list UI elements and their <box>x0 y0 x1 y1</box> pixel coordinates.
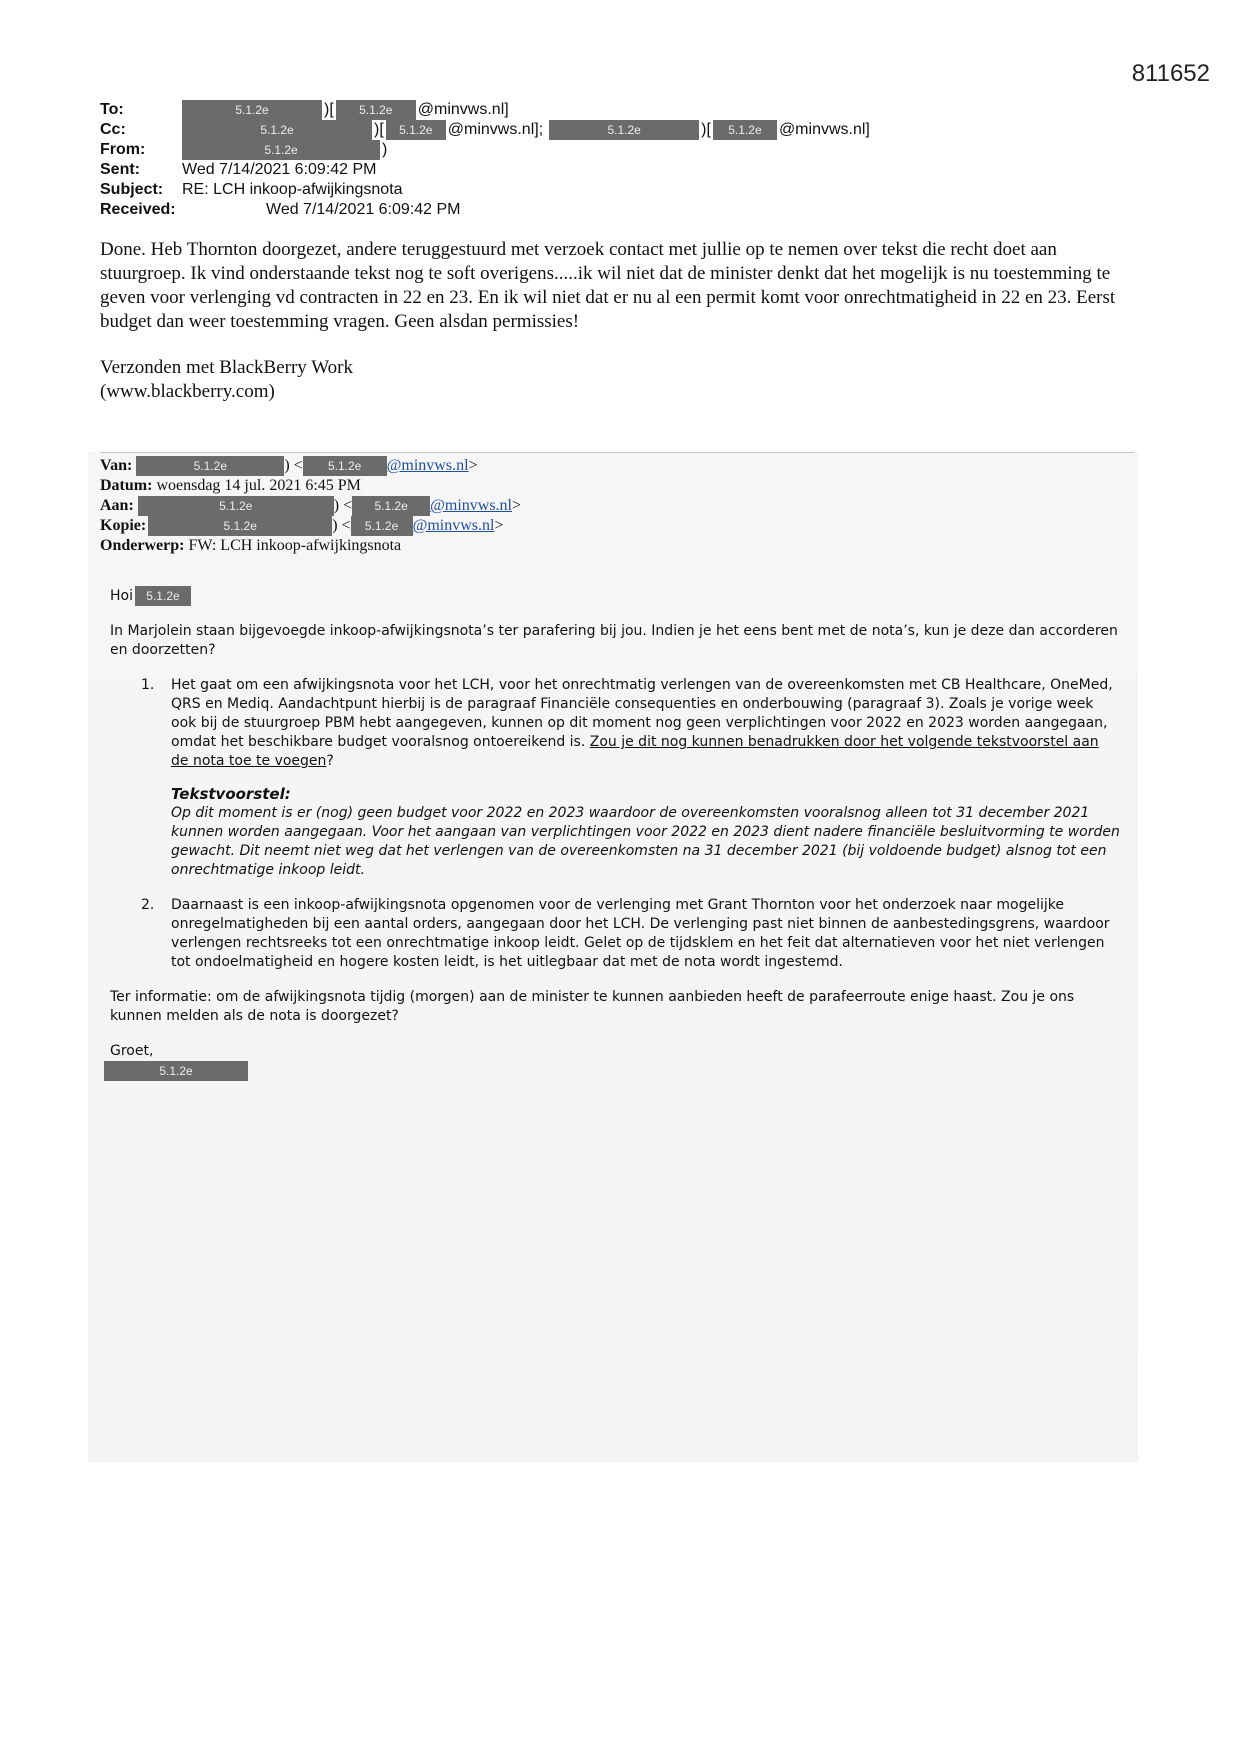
kopie-email-link[interactable]: @minvws.nl <box>412 517 495 534</box>
greeting-line <box>110 586 1120 606</box>
signature-line-2: (www.blackberry.com) <box>100 381 275 402</box>
closing-info: Ter informatie: om de afwijkingsnota tijdig (morgen) aan de minister te kunnen aanbieden heeft de parafeerroute enige haast. Zou je ons kunnen melden als de nota is doorgezet? <box>110 989 1075 1024</box>
onderwerp-value: FW: LCH inkoop-afwijkingsnota <box>188 537 402 554</box>
onderwerp-row <box>100 536 1120 556</box>
van-open-bracket: ) < <box>284 457 303 474</box>
proposal-text: Op dit moment is er (nog) geen budget voor 2022 en 2023 waardoor de overeenkomsten vooralsnog alleen tot 31 december 2021 kunnen worden aangegaan. Voor het aangaan van verplichtingen voor 2022 en 2023 dient nadere financiële besluitvorming te worden gewacht. Dit neemt niet weg dat het verlengen van de overeenkomsten na 31 december 2021 (bij voldoende budget) alsnog tot een onrechtmatige inkoop leidt. <box>171 805 1120 878</box>
redaction-block: 5.1.2e <box>713 120 777 140</box>
sign-off: Groet, <box>110 1043 154 1059</box>
cc-bracket-1: )[ <box>374 121 384 138</box>
aan-label: Aan: <box>100 497 134 514</box>
kopie-open-bracket: ) < <box>332 517 351 534</box>
redaction-block: 5.1.2e <box>148 516 332 536</box>
proposal-title: Tekstvoorstel: <box>171 785 291 803</box>
datum-value: woensdag 14 jul. 2021 6:45 PM <box>156 477 361 494</box>
redaction-block: 5.1.2e <box>182 120 372 140</box>
item1-text: Het gaat om een afwijkingsnota voor het LCH, voor het onrechtmatig verlengen van de overeenkomsten met CB Healthcare, OneMed, QRS en Mediq. Aandachtpunt hierbij is de paragraaf Financiële consequenties en onderbouwing (paragraaf 3). Zoals je vorige week ook bij de stuurgroep PBM hebt aangegeven, kunnen op dit moment nog geen verplichtingen voor 2022 en 2023 worden aangegaan, omdat het beschikbare budget vooralsnog ontoereikend is. <box>171 677 1113 750</box>
datum-label: Datum: <box>100 477 153 494</box>
received-label: Received: <box>100 201 176 218</box>
to-domain: @minvws.nl] <box>417 101 509 118</box>
document-number: 811652 <box>1131 60 1210 87</box>
cc-domain-1: @minvws.nl]; <box>447 121 544 138</box>
redaction-block: 5.1.2e <box>386 120 446 140</box>
redaction-block: 5.1.2e <box>135 586 191 606</box>
aan-email-link[interactable]: @minvws.nl <box>430 497 512 514</box>
datum-row <box>100 476 1120 496</box>
item1-question-end: ? <box>326 753 334 769</box>
forwarded-body <box>110 586 1120 1081</box>
reply-body <box>100 238 1130 404</box>
sent-row <box>100 160 1120 180</box>
onderwerp-label: Onderwerp: <box>100 537 185 554</box>
aan-close-bracket: > <box>512 497 522 514</box>
sent-label: Sent: <box>100 161 140 178</box>
reply-paragraph: Done. Heb Thornton doorgezet, andere teruggestuurd met verzoek contact met jullie op te nemen over tekst die recht doet aan stuurgroep. Ik vind onderstaande tekst nog te soft overigens.....ik wil niet dat de minister denkt dat het mogelijk is nu toestemming te geven voor verlenging vd contracten in 22 en 23. En ik wil niet dat er nu al een permit komt voor onrechtmatigheid in 22 en 23. Eerst budget dan weer toestemming vragen. Geen alsdan permissies! <box>100 239 1116 332</box>
cc-row <box>100 120 1120 140</box>
redaction-block: 5.1.2e <box>352 496 430 516</box>
item2-text: Daarnaast is een inkoop-afwijkingsnota opgenomen voor de verlenging met Grant Thornton voor het onderzoek naar mogelijke onregelmatigheden bij een aantal orders, aangegaan door het LCH. De verlenging past niet binnen de aanbestedingsgrens, waardoor verlengen rechtsreeks tot een onrechtmatige inkoop leidt. Gelet op de tijdsklem en het feit dat alternatieven voor het niet verlengen tot ondoelmatigheid en hogere kosten leidt, is het uitlegbaar dat met de nota wordt ingestemd. <box>171 897 1110 970</box>
kopie-row <box>100 516 1120 536</box>
received-value: Wed 7/14/2021 6:09:42 PM <box>266 201 461 218</box>
kopie-close-bracket: > <box>494 517 504 534</box>
subject-label: Subject: <box>100 181 164 198</box>
from-row <box>100 140 1120 160</box>
subject-value: RE: LCH inkoop-afwijkingsnota <box>182 181 403 198</box>
item1-question: Zou je dit nog kunnen benadrukken door het volgende tekstvoorstel aan de nota toe te voegen <box>171 734 1099 769</box>
aan-open-bracket: ) < <box>333 497 353 514</box>
subject-row <box>100 180 1120 200</box>
greeting: Hoi <box>110 587 133 604</box>
list-item <box>110 676 1120 880</box>
signature-redaction <box>104 1061 1120 1081</box>
message-divider <box>100 452 1134 453</box>
list-number: 2. <box>141 897 155 913</box>
cc-label: Cc: <box>100 121 126 138</box>
van-label: Van: <box>100 457 133 474</box>
to-bracket: )[ <box>324 101 334 118</box>
from-bracket: ) <box>382 141 388 158</box>
redaction-block: 5.1.2e <box>303 456 387 476</box>
email-header <box>100 100 1120 220</box>
redaction-block: 5.1.2e <box>138 496 334 516</box>
to-row <box>100 100 1120 120</box>
list-number: 1. <box>141 677 155 693</box>
redaction-block: 5.1.2e <box>104 1061 248 1081</box>
redaction-block: 5.1.2e <box>336 100 416 120</box>
received-row <box>100 200 1120 220</box>
cc-domain-2: @minvws.nl] <box>778 121 870 138</box>
redaction-block: 5.1.2e <box>136 456 284 476</box>
signature-line-1: Verzonden met BlackBerry Work <box>100 357 353 378</box>
intro-paragraph: In Marjolein staan bijgevoegde inkoop-afwijkingsnota’s ter parafering bij jou. Indien je het eens bent met de nota’s, kun je deze dan accorderen en doorzetten? <box>110 623 1118 658</box>
van-email-link[interactable]: @minvws.nl <box>386 457 469 474</box>
sent-value: Wed 7/14/2021 6:09:42 PM <box>182 161 377 178</box>
redaction-block: 5.1.2e <box>182 100 322 120</box>
van-close-bracket: > <box>468 457 478 474</box>
forwarded-header <box>100 456 1120 556</box>
aan-row <box>100 496 1120 516</box>
cc-bracket-2: )[ <box>701 121 711 138</box>
kopie-label: Kopie: <box>100 517 147 534</box>
redaction-block: 5.1.2e <box>351 516 413 536</box>
numbered-list <box>110 676 1120 972</box>
redaction-block: 5.1.2e <box>549 120 699 140</box>
redaction-block: 5.1.2e <box>182 140 380 160</box>
from-label: From: <box>100 141 146 158</box>
list-item <box>110 896 1120 972</box>
to-label: To: <box>100 101 124 118</box>
van-row <box>100 456 1120 476</box>
